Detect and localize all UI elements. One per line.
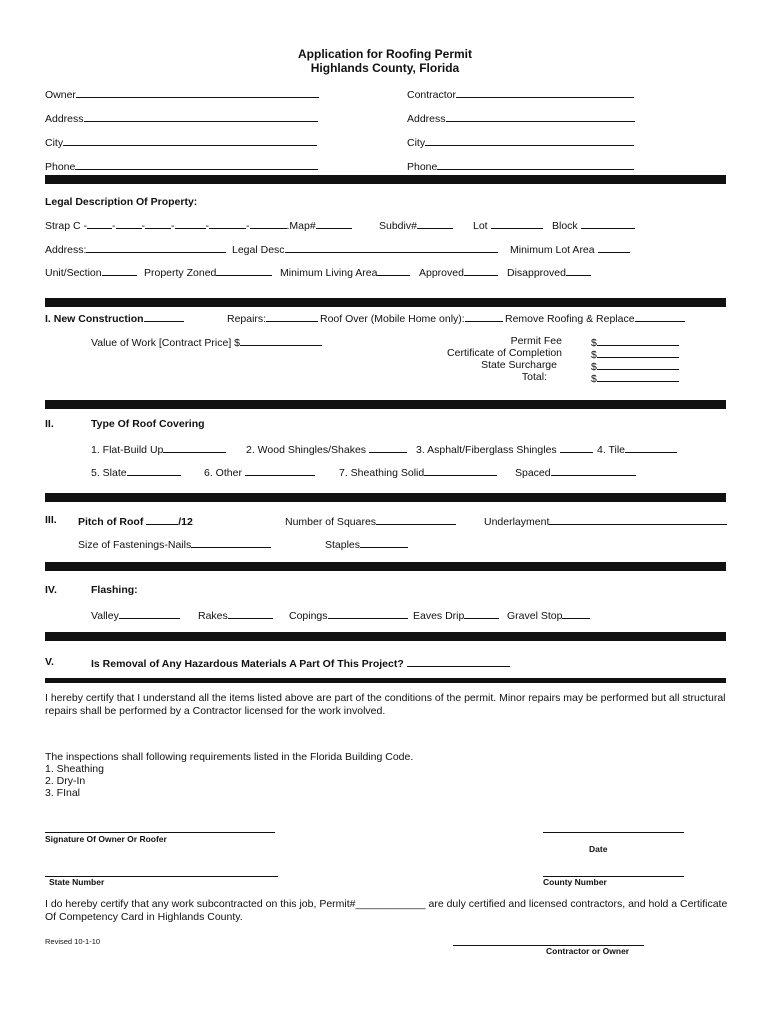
- asphalt-shingles-label: 3. Asphalt/Fiberglass Shingles: [416, 444, 557, 456]
- roof-over-label: Roof Over (Mobile Home only):: [320, 313, 465, 325]
- rakes-label: Rakes: [198, 610, 228, 622]
- owner-signature-line[interactable]: [45, 831, 275, 833]
- section-ii-heading: Type Of Roof Covering: [91, 418, 205, 430]
- contractor-owner-label: Contractor or Owner: [546, 946, 630, 956]
- gravel-stop-field[interactable]: [507, 608, 590, 622]
- page-subtitle: Highlands County, Florida: [310, 61, 460, 75]
- section-iii-number: III.: [45, 514, 57, 526]
- asphalt-shingles-field[interactable]: [416, 442, 593, 456]
- contractor-phone-label: Phone: [407, 161, 438, 173]
- section-iv-number: IV.: [45, 584, 57, 596]
- other-label: 6. Other: [204, 467, 242, 479]
- subdiv-field[interactable]: [379, 218, 453, 232]
- owner-city-label: City: [45, 137, 64, 149]
- lot-field[interactable]: [473, 218, 543, 232]
- wood-shingles-field[interactable]: [246, 442, 407, 456]
- legal-heading: Legal Description Of Property:: [45, 196, 198, 208]
- owner-city-field[interactable]: [45, 135, 317, 149]
- total-field[interactable]: [591, 371, 679, 385]
- eaves-drip-field[interactable]: [413, 608, 499, 622]
- hazardous-materials-field[interactable]: [91, 656, 510, 670]
- slate-label: 5. Slate: [91, 467, 127, 479]
- flat-build-up-field[interactable]: [91, 442, 226, 456]
- wood-shingles-label: 2. Wood Shingles/Shakes: [246, 444, 367, 456]
- other-field[interactable]: [204, 465, 315, 479]
- contractor-field[interactable]: [407, 87, 634, 101]
- strap-field[interactable]: Strap C - - - - - - .Map#: [45, 218, 352, 232]
- unit-section-label: Unit/Section: [45, 267, 102, 279]
- legal-address-label: Address:: [45, 244, 87, 256]
- sheathing-solid-label: 7. Sheathing Solid: [339, 467, 425, 479]
- section-divider: [45, 632, 726, 641]
- eaves-drip-label: Eaves Drip: [413, 610, 465, 622]
- staples-field[interactable]: [325, 537, 408, 551]
- section-v-number: V.: [45, 656, 54, 668]
- staples-label: Staples: [325, 539, 361, 551]
- spaced-field[interactable]: [515, 465, 636, 479]
- legal-desc-field[interactable]: [232, 242, 498, 256]
- property-zoned-label: Property Zoned: [144, 267, 217, 279]
- value-of-work-label: Value of Work [Contract Price] $: [91, 337, 241, 349]
- state-surcharge-label: State Surcharge: [481, 359, 557, 371]
- map-label: .Map#: [286, 220, 316, 232]
- contractor-phone-field[interactable]: [407, 159, 634, 173]
- inspection-item: 3. FInal: [45, 787, 81, 799]
- gravel-stop-label: Gravel Stop: [507, 610, 563, 622]
- remove-replace-label: Remove Roofing & Replace: [505, 313, 635, 325]
- state-number-label: State Number: [49, 877, 105, 887]
- hazardous-materials-label: Is Removal of Any Hazardous Materials A Part Of This Project?: [91, 658, 404, 670]
- subdiv-label: Subdiv#: [379, 220, 417, 232]
- min-living-area-label: Minimum Living Area: [280, 267, 378, 279]
- spaced-label: Spaced: [515, 467, 551, 479]
- section-divider: [45, 175, 726, 184]
- flat-build-up-label: 1. Flat-Build Up: [91, 444, 164, 456]
- contractor-label: Contractor: [407, 89, 457, 101]
- section-divider: [45, 493, 726, 502]
- section-iv-heading: Flashing:: [91, 584, 138, 596]
- block-field[interactable]: [552, 218, 635, 232]
- strap-label: Strap C -: [45, 220, 88, 232]
- revised-date: Revised 10-1-10: [45, 937, 101, 946]
- certify-statement: I hereby certify that I understand all the items listed above are part of the conditions of the permit. Minor repairs may be performed but all structural repairs shall be performed by a Contractor licensed for the work involved.: [45, 692, 726, 717]
- tile-field[interactable]: [597, 442, 677, 456]
- dollar-sign: $: [591, 373, 597, 385]
- contractor-address-field[interactable]: [407, 111, 635, 125]
- squares-field[interactable]: [285, 514, 456, 528]
- contractor-address-label: Address: [407, 113, 446, 125]
- pitch-label: Pitch of Roof: [78, 516, 144, 528]
- copings-label: Copings: [289, 610, 328, 622]
- county-number-label: County Number: [543, 877, 607, 887]
- contractor-city-field[interactable]: [407, 135, 634, 149]
- inspection-item: 1. Sheathing: [45, 763, 104, 775]
- page-title: Application for Roofing Permit: [298, 47, 472, 61]
- dollar-sign: $: [591, 349, 597, 361]
- unit-section-field[interactable]: [45, 265, 137, 279]
- new-construction-field[interactable]: [45, 311, 184, 325]
- underlayment-field[interactable]: [484, 514, 727, 528]
- section-divider: [45, 400, 726, 409]
- min-living-area-field[interactable]: [280, 265, 410, 279]
- repairs-label: Repairs:: [227, 313, 267, 325]
- section-divider: [45, 678, 726, 683]
- approved-label: Approved: [419, 267, 464, 279]
- owner-phone-label: Phone: [45, 161, 76, 173]
- disapproved-label: Disapproved: [507, 267, 566, 279]
- underlayment-label: Underlayment: [484, 516, 550, 528]
- slate-field[interactable]: [91, 465, 181, 479]
- valley-field[interactable]: [91, 608, 180, 622]
- property-zoned-field[interactable]: [144, 265, 272, 279]
- lot-label: Lot: [473, 220, 488, 232]
- pitch-field[interactable]: [78, 514, 193, 528]
- section-divider: [45, 298, 726, 307]
- date-label: Date: [589, 844, 608, 854]
- dollar-sign: $: [591, 337, 597, 349]
- value-of-work-field[interactable]: [91, 335, 322, 349]
- approved-field[interactable]: [419, 265, 498, 279]
- permit-fee-label: Permit Fee: [510, 335, 562, 347]
- date-line[interactable]: [543, 831, 684, 833]
- owner-phone-field[interactable]: [45, 159, 318, 173]
- owner-address-field[interactable]: [45, 111, 318, 125]
- inspection-item: 2. Dry-In: [45, 775, 86, 787]
- rakes-field[interactable]: [198, 608, 273, 622]
- fastenings-label: Size of Fastenings-Nails: [78, 539, 192, 551]
- copings-field[interactable]: [289, 608, 408, 622]
- valley-label: Valley: [91, 610, 119, 622]
- sheathing-solid-field[interactable]: [339, 465, 497, 479]
- disapproved-field[interactable]: [507, 265, 591, 279]
- roof-over-field[interactable]: [320, 311, 503, 325]
- owner-signature-label: Signature Of Owner Or Roofer: [45, 834, 167, 844]
- legal-address-field[interactable]: [45, 242, 226, 256]
- total-label: Total:: [521, 371, 547, 383]
- subcontract-statement: I do hereby certify that any work subcontracted on this job, Permit#____________ are duly certified and licensed contractors, and hold a Certificate Of Competency Card in Highlands County.: [45, 898, 728, 923]
- min-lot-area-label: Minimum Lot Area: [510, 244, 595, 256]
- section-ii-number: II.: [45, 418, 54, 430]
- cert-completion-label: Certificate of Completion: [447, 347, 562, 359]
- contractor-city-label: City: [407, 137, 426, 149]
- dollar-sign: $: [591, 361, 597, 373]
- repairs-field[interactable]: [227, 311, 318, 325]
- remove-replace-field[interactable]: [505, 311, 685, 325]
- pitch-suffix: /12: [178, 516, 193, 528]
- owner-address-label: Address: [45, 113, 84, 125]
- fastenings-field[interactable]: [78, 537, 271, 551]
- section-divider: [45, 562, 726, 571]
- tile-label: 4. Tile: [597, 444, 626, 456]
- block-label: Block: [552, 220, 578, 232]
- owner-field[interactable]: [45, 87, 319, 101]
- min-lot-area-field[interactable]: [510, 242, 630, 256]
- legal-desc-label: Legal Desc: [232, 244, 285, 256]
- new-construction-label: I. New Construction: [45, 313, 144, 325]
- owner-label: Owner: [45, 89, 76, 101]
- inspections-intro: The inspections shall following requirements listed in the Florida Building Code.: [45, 751, 414, 763]
- squares-label: Number of Squares: [285, 516, 377, 528]
